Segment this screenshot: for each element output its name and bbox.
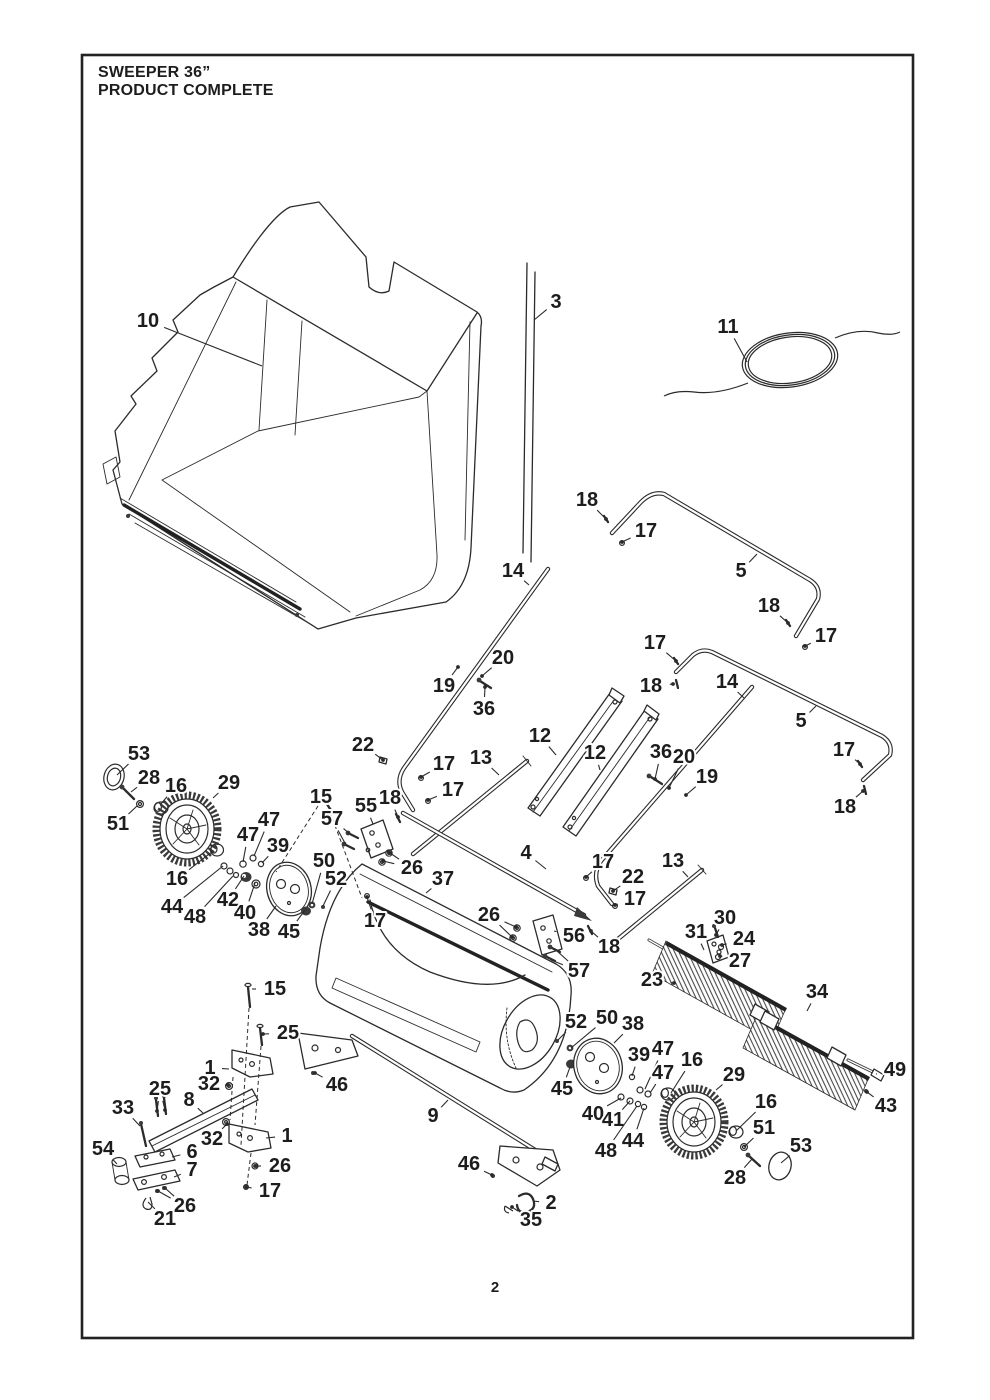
- leader-line: [683, 871, 688, 877]
- hardware-dot: [510, 1205, 514, 1209]
- hardware-dot: [671, 682, 675, 686]
- part-number-label: 34: [805, 981, 829, 1003]
- part-number-label: 46: [457, 1153, 481, 1175]
- hardware-dot: [163, 1186, 167, 1190]
- part-number-label: 51: [106, 813, 130, 835]
- part-number-label: 26: [268, 1155, 292, 1177]
- leader-line: [534, 310, 547, 320]
- part-number-label: 12: [528, 725, 552, 747]
- leader-line: [441, 1100, 448, 1107]
- part-number-label: 32: [200, 1128, 224, 1150]
- leader-line: [554, 931, 556, 932]
- rod-part-13-left: [413, 756, 531, 854]
- hardware-dot: [803, 644, 807, 648]
- part-number-label: 38: [247, 919, 271, 941]
- part-number-label: 18: [378, 787, 402, 809]
- hardware-dot: [858, 762, 862, 766]
- hardware-dot: [672, 981, 676, 985]
- hardware-dot: [483, 685, 487, 689]
- hardware-dot: [155, 1109, 159, 1113]
- part-number-label: 26: [173, 1195, 197, 1217]
- leader-line: [744, 1138, 754, 1147]
- part-number-label: 51: [752, 1117, 776, 1139]
- hardware-dot: [388, 851, 392, 855]
- part-number-label: 14: [715, 671, 739, 693]
- hardware-dot: [865, 1090, 869, 1094]
- part-number-label: 17: [814, 625, 838, 647]
- part-number-label: 41: [601, 1109, 625, 1131]
- hardware-dot: [684, 793, 688, 797]
- part-number-label: 47: [651, 1062, 675, 1084]
- part-number-label: 49: [883, 1059, 907, 1081]
- leader-line: [686, 787, 696, 795]
- part-number-label: 29: [722, 1064, 746, 1086]
- bracket-part-31: [707, 935, 729, 963]
- part-number-label: 17: [441, 779, 465, 801]
- hardware-dot: [313, 1071, 317, 1075]
- leader-line: [749, 554, 757, 562]
- part-number-label: 40: [233, 902, 257, 924]
- leader-line: [482, 668, 492, 676]
- hardware-dot: [786, 621, 790, 625]
- part-number-label: 11: [717, 316, 739, 338]
- leader-line: [607, 1098, 621, 1106]
- part-number-label: 30: [713, 907, 737, 929]
- part-number-label: 1: [204, 1057, 216, 1079]
- part-number-label: 9: [427, 1105, 439, 1127]
- link-bar-part-12-a: [528, 688, 624, 816]
- hardware-dot: [714, 933, 718, 937]
- leader-line: [734, 338, 747, 362]
- hardware-dot: [613, 903, 617, 907]
- part-number-label: 17: [832, 739, 856, 761]
- leader-line: [371, 818, 374, 824]
- part-number-label: 1: [281, 1125, 293, 1147]
- part-number-label: 17: [643, 632, 667, 654]
- part-number-label: 21: [153, 1208, 177, 1230]
- hardware-dot: [490, 1173, 494, 1177]
- part-number-label: 27: [728, 950, 752, 972]
- page-number: 2: [490, 1279, 500, 1296]
- hardware-dot: [720, 943, 724, 947]
- part-number-label: 47: [236, 824, 260, 846]
- leader-line: [129, 806, 138, 814]
- leader-line: [549, 747, 556, 755]
- hardware-dot: [667, 786, 671, 790]
- hardware-dot: [718, 954, 722, 958]
- hardware-dot: [653, 777, 657, 781]
- rod-part-3: [523, 263, 535, 562]
- part-number-label: 46: [325, 1074, 349, 1096]
- part-number-label: 53: [789, 1135, 813, 1157]
- leader-line: [535, 861, 546, 870]
- part-number-label: 13: [469, 747, 493, 769]
- hardware-dot: [456, 665, 460, 669]
- leader-line: [614, 1034, 623, 1043]
- sweeper-housing-drum: [298, 864, 573, 1092]
- leader-line: [524, 581, 529, 585]
- hardware-dot: [261, 1032, 265, 1036]
- part-number-label: 17: [623, 888, 647, 910]
- leader-line: [666, 653, 676, 661]
- hardware-dot: [674, 659, 678, 663]
- leader-line: [243, 847, 246, 862]
- leader-line: [113, 1159, 117, 1164]
- part-number-label: 39: [627, 1044, 651, 1066]
- part-number-label: 44: [621, 1130, 645, 1152]
- part-number-label: 15: [263, 978, 287, 1000]
- part-number-label: 5: [735, 560, 747, 582]
- part-number-label: 18: [575, 489, 599, 511]
- part-number-label: 16: [680, 1049, 704, 1071]
- leader-line: [599, 765, 601, 770]
- hardware-dot: [226, 1083, 230, 1087]
- part-number-label: 6: [186, 1141, 198, 1163]
- hardware-dot: [589, 929, 593, 933]
- hardware-dot: [396, 815, 400, 819]
- hardware-dot: [365, 895, 369, 899]
- part-number-label: 50: [312, 850, 336, 872]
- part-number-label: 20: [491, 647, 515, 669]
- leader-line: [198, 1108, 203, 1113]
- part-number-label: 24: [732, 928, 756, 950]
- part-number-label: 17: [258, 1180, 282, 1202]
- part-number-label: 44: [160, 896, 184, 918]
- part-number-label: 47: [651, 1038, 675, 1060]
- part-number-label: 17: [432, 753, 456, 775]
- part-number-label: 17: [363, 910, 387, 932]
- hardware-dot: [584, 875, 588, 879]
- part-number-label: 33: [111, 1097, 135, 1119]
- leader-line: [650, 1084, 656, 1093]
- part-number-label: 12: [583, 742, 607, 764]
- hardware-dot: [381, 758, 385, 762]
- leader-line: [492, 768, 499, 775]
- leader-line: [807, 1003, 811, 1011]
- part-number-label: 54: [91, 1138, 115, 1160]
- hardware-dot: [611, 889, 615, 893]
- hardware-dot: [480, 674, 484, 678]
- part-number-label: 17: [591, 851, 615, 873]
- leader-line: [655, 764, 658, 779]
- part-number-label: 18: [833, 796, 857, 818]
- part-number-label: 17: [634, 520, 658, 542]
- part-number-label: 52: [324, 868, 348, 890]
- title-block: [98, 64, 274, 100]
- part-number-label: 39: [266, 835, 290, 857]
- part-number-label: 47: [257, 809, 281, 831]
- hardware-dot: [514, 925, 518, 929]
- part-number-label: 31: [684, 921, 708, 943]
- leader-line: [533, 1201, 539, 1202]
- hardware-dot: [620, 540, 624, 544]
- link-bar-part-12-b: [563, 705, 659, 836]
- part-number-label: 25: [276, 1022, 300, 1044]
- handle-bow-part-5-upper: [612, 493, 819, 636]
- leader-line: [637, 1108, 644, 1129]
- part-number-label: 55: [354, 795, 378, 817]
- part-number-label: 35: [519, 1209, 543, 1231]
- hardware-dot: [381, 859, 385, 863]
- leader-line: [810, 706, 817, 713]
- part-number-label: 16: [754, 1091, 778, 1113]
- part-number-label: 45: [277, 921, 301, 943]
- part-number-label: 7: [186, 1159, 198, 1181]
- part-number-label: 15: [309, 786, 333, 808]
- hardware-dot: [604, 517, 608, 521]
- part-number-label: 36: [472, 698, 496, 720]
- part-number-label: 52: [564, 1011, 588, 1033]
- leader-line: [716, 1085, 723, 1090]
- part-number-label: 3: [550, 291, 562, 313]
- leader-line: [566, 1067, 570, 1077]
- part-number-label: 36: [649, 741, 673, 763]
- part-number-label: 40: [581, 1103, 605, 1125]
- part-number-label: 18: [597, 936, 621, 958]
- part-number-label: 37: [431, 868, 455, 890]
- hardware-dot: [225, 1122, 229, 1126]
- hardware-dot: [510, 935, 514, 939]
- leader-line: [312, 873, 321, 904]
- hardware-dot: [163, 1108, 167, 1112]
- leader-line: [267, 906, 276, 919]
- part-number-label: 5: [795, 710, 807, 732]
- part-number-label: 8: [183, 1089, 195, 1111]
- part-number-label: 57: [320, 808, 344, 830]
- part-number-label: 48: [594, 1140, 618, 1162]
- part-number-label: 16: [165, 868, 189, 890]
- hardware-dot: [254, 1164, 258, 1168]
- part-number-label: 19: [695, 766, 719, 788]
- hardware-dot: [426, 798, 430, 802]
- part-number-label: 42: [216, 889, 240, 911]
- doc-title-line1: SWEEPER 36”: [98, 64, 211, 81]
- part-number-label: 32: [197, 1073, 221, 1095]
- part-number-label: 26: [477, 904, 501, 926]
- part-number-label: 10: [136, 310, 160, 332]
- cable-coil-part-11: [664, 327, 900, 396]
- part-number-label: 48: [183, 906, 207, 928]
- hopper-bin-part-10: [103, 202, 482, 629]
- leader-line: [323, 891, 331, 907]
- leader-line: [701, 944, 704, 950]
- part-number-label: 45: [550, 1078, 574, 1100]
- part-number-label: 53: [127, 743, 151, 765]
- brush-assembly-part-34: [649, 924, 884, 1110]
- part-number-label: 13: [661, 850, 685, 872]
- part-number-label: 50: [595, 1007, 619, 1029]
- hardware-dot: [419, 775, 423, 779]
- part-number-label: 19: [432, 675, 456, 697]
- part-number-label: 25: [148, 1078, 172, 1100]
- hardware-dot: [156, 1189, 160, 1193]
- part-number-label: 2: [545, 1192, 557, 1214]
- leader-line: [426, 889, 431, 894]
- part-number-label: 57: [567, 960, 591, 982]
- part-number-label: 18: [639, 675, 663, 697]
- part-number-label: 38: [621, 1013, 645, 1035]
- part-number-label: 14: [501, 560, 525, 582]
- part-number-label: 22: [351, 734, 375, 756]
- part-number-label: 20: [672, 746, 696, 768]
- part-number-label: 26: [400, 857, 424, 879]
- hardware-dot: [244, 1185, 248, 1189]
- doc-title-line2: PRODUCT COMPLETE: [98, 82, 274, 99]
- leader-line: [262, 856, 268, 863]
- leader-line: [131, 787, 137, 792]
- part-number-label: 18: [757, 595, 781, 617]
- part-number-label: 22: [621, 866, 645, 888]
- leader-line: [133, 1118, 140, 1126]
- part-number-label: 28: [137, 767, 161, 789]
- part-number-label: 23: [640, 969, 664, 991]
- part-number-label: 29: [217, 772, 241, 794]
- leader-line: [557, 951, 568, 961]
- part-number-label: 43: [874, 1095, 898, 1117]
- part-number-label: 4: [520, 842, 532, 864]
- hardware-dot: [861, 789, 865, 793]
- part-number-label: 16: [164, 775, 188, 797]
- part-number-label: 28: [723, 1167, 747, 1189]
- part-number-label: 56: [562, 925, 586, 947]
